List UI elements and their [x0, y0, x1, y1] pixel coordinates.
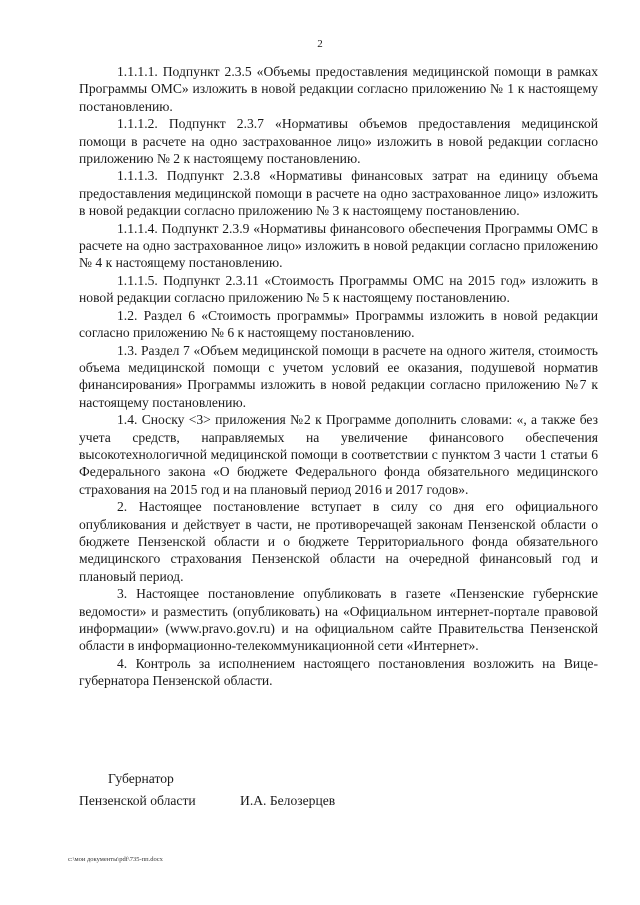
paragraph-1-2: 1.2. Раздел 6 «Стоимость программы» Программы изложить в новой редакции согласно приложению № 6 к настоящему постановлению. [79, 307, 598, 341]
paragraph-4: 4. Контроль за исполнением настоящего постановления возложить на Вице-губернатора Пензенской области. [79, 655, 598, 689]
paragraph-1-1-1-5: 1.1.1.5. Подпункт 2.3.11 «Стоимость Программы ОМС на 2015 год» изложить в новой редакции согласно приложению № 5 к настоящему постановлению. [79, 272, 598, 306]
document-body [79, 63, 598, 690]
paragraph-1-1-1-1: 1.1.1.1. Подпункт 2.3.5 «Объемы предоставления медицинской помощи в рамках Программы ОМС» изложить в новой редакции согласно приложению № 1 к настоящему постановлению. [79, 64, 598, 114]
paragraph-3: 3. Настоящее постановление опубликовать в газете «Пензенские губернские ведомости» и разместить (опубликовать) на «Официальном интернет-портале правовой информации» (www.pravo.gov.ru) и на официальном сайте Правительства Пензенской области в информационно-телекоммуникационной сети «Интернет». [79, 586, 598, 654]
paragraph-1-3: 1.3. Раздел 7 «Объем медицинской помощи в расчете на одного жителя, стоимость объема медицинской помощи с учетом условий ее оказания, подушевой норматив финансирования» Программы изложить в новой редакции согласно приложению №7 к настоящему постановлению. [79, 342, 598, 410]
signature-name: И.А. Белозерцев [240, 793, 336, 808]
footer-file-path: c:\мои документы\pdf\735-пп.docx [68, 856, 163, 863]
paragraph-1-1-1-4: 1.1.1.4. Подпункт 2.3.9 «Нормативы финансового обеспечения Программы ОМС в расчете на одно застрахованное лицо» изложить в новой редакции согласно приложению № 4 к настоящему постановлению. [79, 220, 598, 271]
signature-region: Пензенской области [79, 793, 196, 808]
paragraph-2: 2. Настоящее постановление вступает в силу со дня его официального опубликования и действует в части, не противоречащей законам Пензенской области о бюджете Пензенской области и о бюджете Территориального фонда обязательного медицинского страхования Пензенской области на очередной финансовый год и плановый период. [79, 499, 598, 584]
paragraph-1-1-1-2: 1.1.1.2. Подпункт 2.3.7 «Нормативы объемов предоставления медицинской помощи в расчете на одно застрахованное лицо» изложить в новой редакции согласно приложению № 2 к настоящему постановлению. [79, 116, 598, 167]
paragraph-1-4: 1.4. Сноску <3> приложения №2 к Программе дополнить словами: «, а также без учета средств, направляемых на увеличение финансового обеспечения высокотехнологичной медицинской помощи в соответствии с пунктом 3 части 1 статьи 6 Федерального закона «О бюджете Федерального фонда обязательного медицинского страхования на 2015 год и на плановый период 2016 и 2017 годов». [79, 412, 598, 497]
page-number: 2 [317, 38, 323, 50]
signature-title: Губернатор [108, 771, 174, 786]
paragraph-1-1-1-3: 1.1.1.3. Подпункт 2.3.8 «Нормативы финансовых затрат на единицу объема предоставления медицинской помощи в расчете на одно застрахованное лицо» изложить в новой редакции согласно приложению № 3 к настоящему постановлению. [79, 168, 598, 219]
